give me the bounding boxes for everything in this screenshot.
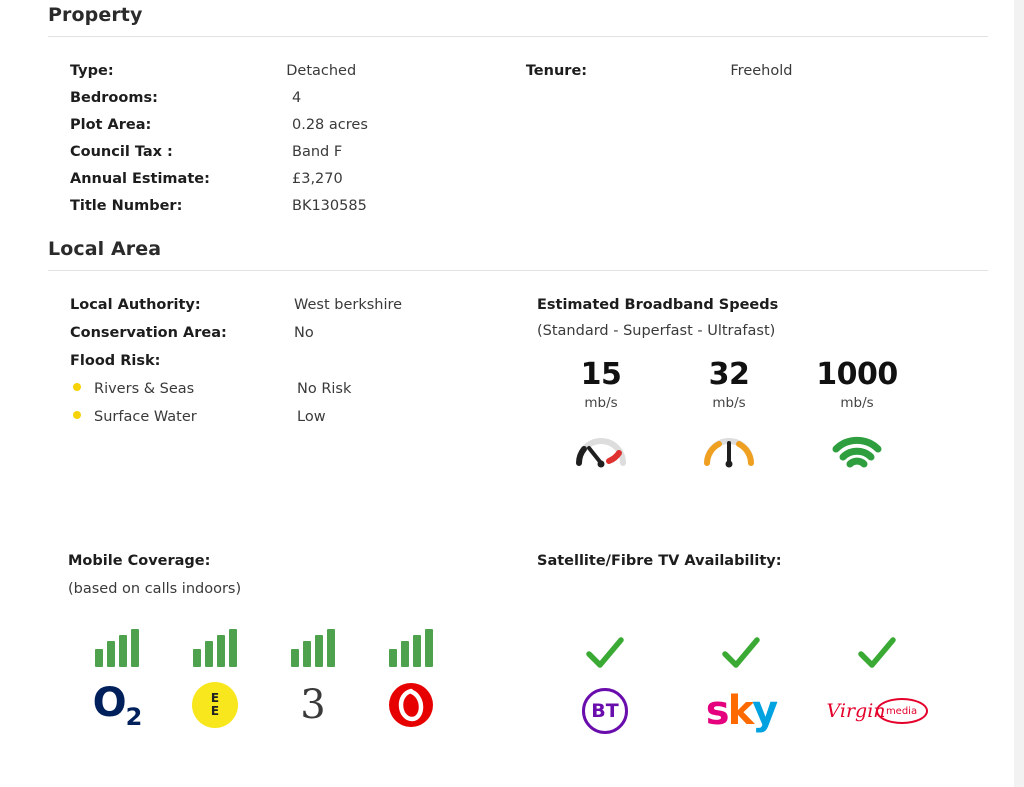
mobile-coverage-block: [68, 553, 528, 735]
list-item: [70, 381, 520, 409]
tv-provider-sky: [673, 631, 809, 739]
conservation-area-label: Conservation Area:: [70, 325, 227, 341]
property-type-value: Detached: [286, 63, 357, 79]
mobile-provider-ee: [166, 625, 264, 735]
check-icon: [673, 631, 809, 675]
broadband-superfast-unit: mb/s: [712, 394, 746, 411]
local-area-details: [70, 297, 520, 437]
property-council-tax-value: Band F: [292, 144, 343, 160]
local-area-section-title: Local Area: [48, 238, 162, 260]
mobile-coverage-providers: [68, 625, 528, 735]
table-row: [70, 325, 520, 353]
list-item: [70, 409, 520, 437]
broadband-ultrafast-value: 1000: [816, 357, 898, 392]
property-title-number-value: BK130585: [292, 198, 367, 214]
property-tenure-label: Tenure:: [525, 63, 588, 79]
property-annual-estimate-label: Annual Estimate:: [70, 171, 210, 187]
bullet-icon: [73, 411, 81, 419]
property-section-title: Property: [48, 4, 143, 26]
flood-risk-label: Flood Risk:: [70, 353, 161, 369]
virgin-media-logo-icon: Virgin media: [809, 683, 945, 739]
property-section-header: [48, 4, 988, 37]
wifi-full-icon: [793, 427, 921, 473]
property-divider: [48, 36, 988, 37]
signal-bars-icon: [362, 625, 460, 667]
property-title-number-label: Title Number:: [70, 198, 183, 214]
broadband-subtitle: (Standard - Superfast - Ultrafast): [537, 323, 776, 339]
sky-logo-icon: sky: [705, 688, 777, 734]
property-bedrooms-value: 4: [292, 90, 302, 106]
broadband-ultrafast-unit: mb/s: [840, 394, 874, 411]
flood-risk-heading: [70, 353, 520, 381]
tv-availability-block: [537, 553, 967, 739]
tv-availability-title: Satellite/Fibre TV Availability:: [537, 553, 782, 569]
local-area-section-header: [48, 238, 988, 271]
o2-logo-icon: $O_2$: [92, 679, 142, 731]
property-plot-area-value: 0.28 acres: [292, 117, 368, 133]
mobile-provider-three: [264, 625, 362, 735]
broadband-standard-unit: mb/s: [584, 394, 618, 411]
local-authority-value: West berkshire: [294, 297, 403, 313]
check-icon: [809, 631, 945, 675]
tv-provider-virgin-media: [809, 631, 945, 739]
table-row: [70, 297, 520, 325]
property-bedrooms-label: Bedrooms:: [70, 90, 158, 106]
property-annual-estimate-value: £3,270: [292, 171, 343, 187]
gauge-medium-icon: [665, 427, 793, 473]
flood-risk-surface-water-value: Low: [297, 409, 326, 425]
property-type-label: Type:: [70, 63, 114, 79]
gauge-low-icon: [537, 427, 665, 473]
local-area-divider: [48, 270, 988, 271]
mobile-coverage-title: Mobile Coverage:: [68, 553, 211, 569]
page-left-margin: [0, 0, 14, 787]
page-right-scroll-edge: [1014, 0, 1024, 787]
table-row: [70, 171, 970, 198]
signal-bars-icon: [264, 625, 362, 667]
property-council-tax-label: Council Tax :: [70, 144, 173, 160]
conservation-area-value: No: [294, 325, 314, 341]
table-row: [70, 63, 970, 90]
property-tenure-value: Freehold: [730, 63, 793, 79]
broadband-speeds-row: [537, 359, 967, 473]
broadband-ultrafast: [793, 359, 921, 473]
table-row: [70, 117, 970, 144]
signal-bars-icon: [166, 625, 264, 667]
bullet-icon: [73, 383, 81, 391]
ee-logo-icon: E E: [166, 675, 264, 735]
broadband-standard-value: 15: [580, 357, 622, 392]
broadband-superfast: [665, 359, 793, 473]
check-icon: [537, 631, 673, 675]
tv-provider-bt: [537, 631, 673, 739]
property-details-grid: [70, 63, 970, 225]
flood-risk-rivers-seas-label: Rivers & Seas: [94, 381, 195, 397]
table-row: [70, 90, 970, 117]
local-authority-label: Local Authority:: [70, 297, 201, 313]
property-plot-area-label: Plot Area:: [70, 117, 152, 133]
signal-bars-icon: [68, 625, 166, 667]
flood-risk-rivers-seas-value: No Risk: [297, 381, 352, 397]
table-row: [70, 144, 970, 171]
three-logo-icon: 3: [300, 682, 326, 728]
table-row: [70, 198, 970, 225]
mobile-provider-vodafone: [362, 625, 460, 735]
broadband-block: [537, 297, 967, 473]
broadband-superfast-value: 32: [708, 357, 750, 392]
broadband-title: Estimated Broadband Speeds: [537, 297, 779, 313]
bt-logo-icon: BT: [537, 683, 673, 739]
flood-risk-surface-water-label: Surface Water: [94, 409, 197, 425]
mobile-coverage-subtitle: (based on calls indoors): [68, 581, 242, 597]
mobile-provider-o2: [68, 625, 166, 735]
tv-providers-row: [537, 631, 967, 739]
vodafone-logo-icon: [362, 675, 460, 735]
broadband-standard: [537, 359, 665, 473]
